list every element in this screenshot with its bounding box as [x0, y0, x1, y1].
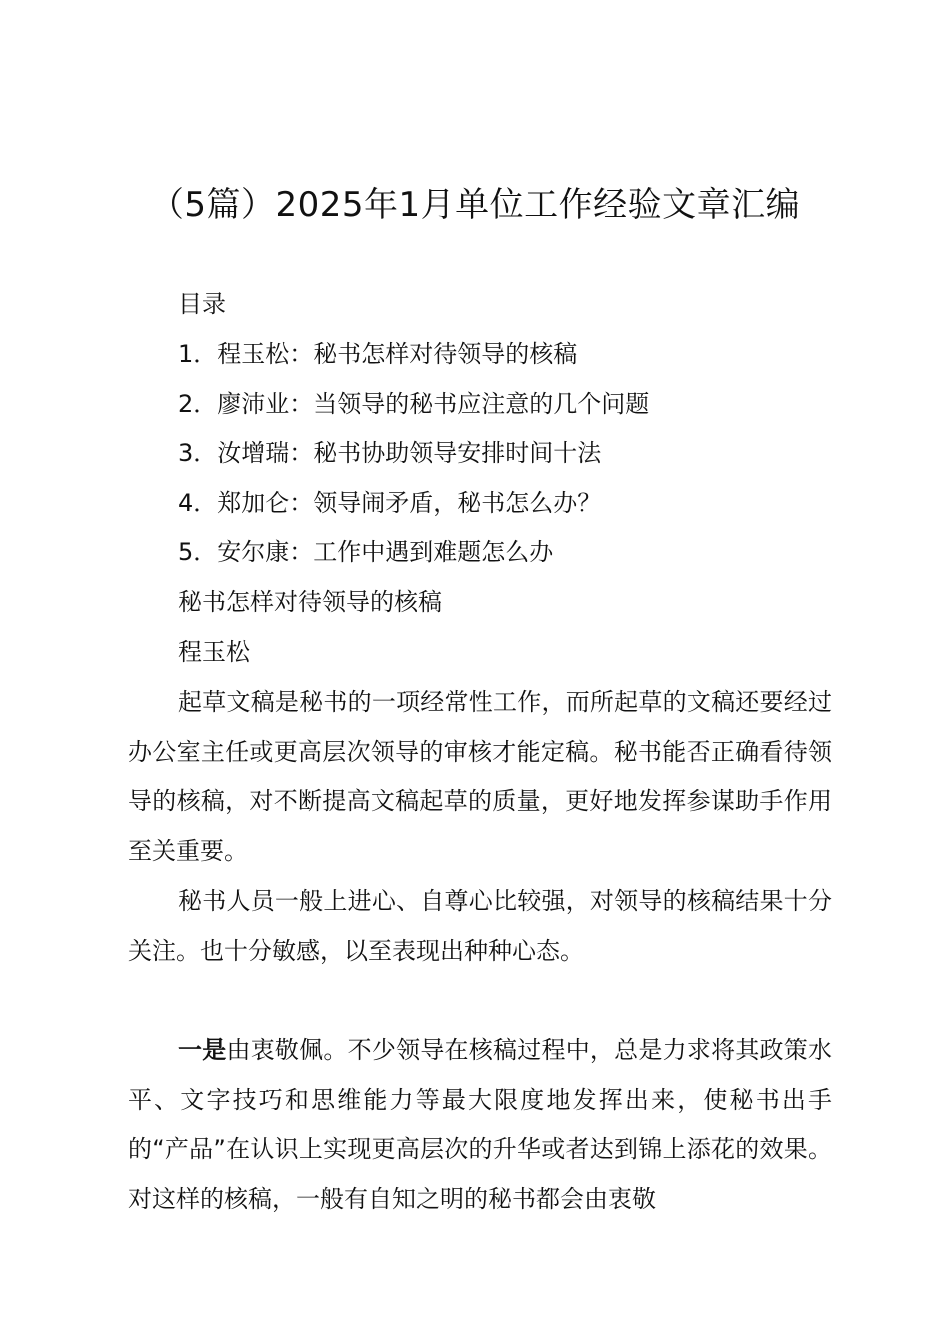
article-author: 程玉松	[178, 638, 250, 666]
toc-item-4: 4．郑加仑：领导闹矛盾，秘书怎么办？	[178, 489, 602, 517]
toc-item-2: 2．廖沛业：当领导的秘书应注意的几个问题	[178, 390, 650, 418]
article-title: 秘书怎样对待领导的核稿	[178, 588, 442, 616]
article-paragraph-3	[128, 1026, 832, 1224]
article-paragraph-2: 秘书人员一般上进心、自尊心比较强，对领导的核稿结果十分关注。也十分敏感，以至表现出种种心态。	[128, 887, 832, 965]
article-paragraph-1: 起草文稿是秘书的一项经常性工作，而所起草的文稿还要经过办公室主任或更高层次领导的审核才能定稿。秘书能否正确看待领导的核稿，对不断提高文稿起草的质量，更好地发挥参谋助手作用至关重要。	[128, 688, 832, 865]
point-one-text: 由衷敬佩。不少领导在核稿过程中，总是力求将其政策水平、文字技巧和思维能力等最大限度地发挥出来，使秘书出手的“产品”在认识上实现更高层次的升华或者达到锦上添花的效果。对这样的核稿，一般有自知之明的秘书都会由衷敬	[128, 1036, 833, 1213]
toc-heading: 目录	[178, 290, 226, 318]
toc-item-3: 3．汝增瑞：秘书协助领导安排时间十法	[178, 439, 602, 467]
point-one-lead: 一是	[178, 1036, 227, 1064]
toc-item-1: 1．程玉松：秘书怎样对待领导的核稿	[178, 340, 578, 368]
toc-item-5: 5．安尔康：工作中遇到难题怎么办	[178, 538, 554, 566]
document-title: （5篇）2025年1月单位工作经验文章汇编	[149, 185, 801, 225]
